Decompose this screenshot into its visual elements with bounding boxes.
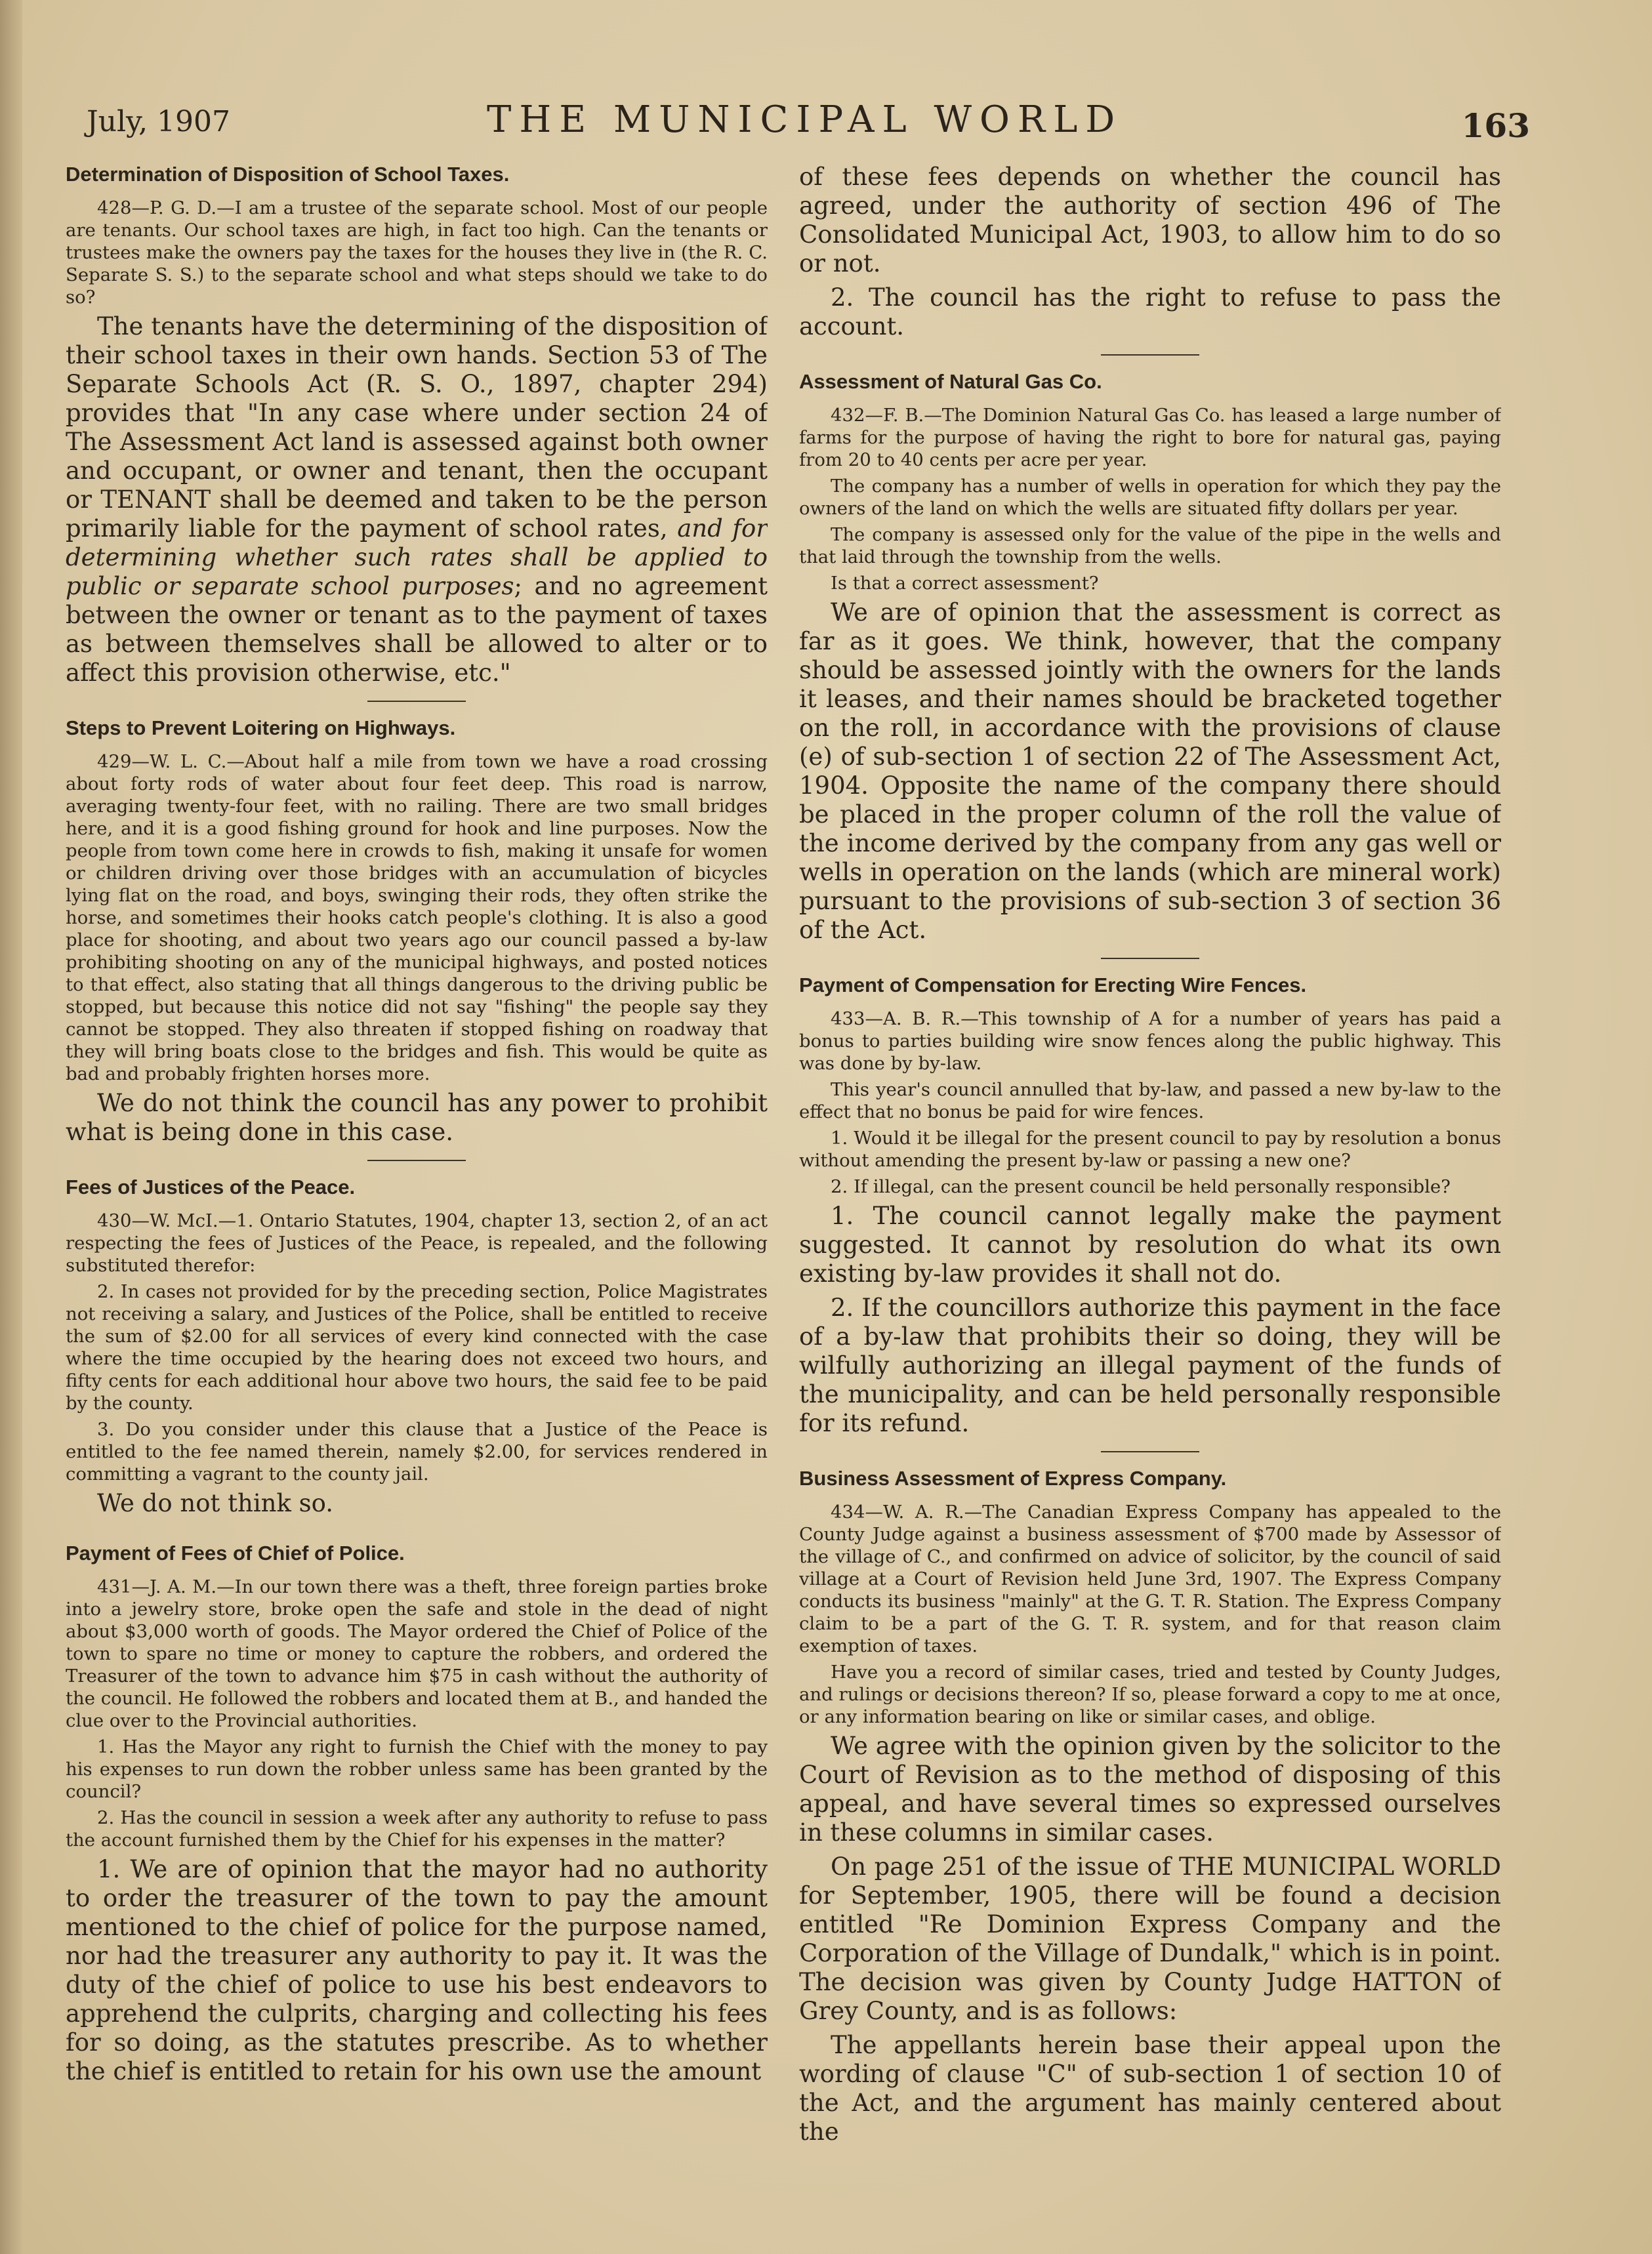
question-text: 1. Would it be illegal for the present council to pay by resolution a bonus without amending the present by-law or passing a new one?	[799, 1128, 1501, 1171]
article-heading: Payment of Compensation for Erecting Wire Fences.	[799, 973, 1307, 996]
article-430	[66, 1176, 768, 1518]
article-431	[66, 1542, 768, 2086]
section-divider	[1101, 958, 1199, 959]
question-text: 2. In cases not provided for by the preceding section, Police Magistrates not receiving a salary, and Justices of the Police, shall be entitled to receive the sum of $2.00 for all services of every kind connected with the case where the time occupied by the hearing does not exceed two hours, and fifty cents for each additional hour above two hours, the said fee to be paid by the county.	[66, 1281, 768, 1414]
question-text: 2. Has the council in session a week after any authority to refuse to pass the account furnished them by the Chief for his expenses in the matter?	[66, 1807, 768, 1851]
article-434	[799, 1467, 1501, 2146]
answer-text: We agree with the opinion given by the solicitor to the Court of Revision as to the method of disposing of this appeal, and have several times so expressed ourselves in these columns in similar cases.	[799, 1732, 1501, 1847]
question-text: 432—F. B.—The Dominion Natural Gas Co. has leased a large number of farms for the purpose of having the right to bore for natural gas, paying from 20 to 40 cents per acre per year.	[799, 405, 1501, 470]
article-429	[66, 716, 768, 1147]
article-428	[66, 163, 768, 687]
article-heading: Fees of Justices of the Peace.	[66, 1176, 356, 1199]
issue-date: July, 1907	[87, 105, 231, 138]
question-text: The company has a number of wells in operation for which they pay the owners of the land on which the wells are situated fifty dollars per year.	[799, 476, 1501, 519]
question-text: 2. If illegal, can the present council be held personally responsible?	[831, 1176, 1451, 1197]
answer-text	[66, 312, 768, 687]
question-text: 428—P. G. D.—I am a trustee of the separate school. Most of our people are tenants. Our school taxes are high, in fact too high. Can the tenants or trustees make the owners pay the taxes for the houses they live in (the R. C. Separate S. S.) to the separate school and what steps should we take to do so?	[66, 197, 768, 308]
question-text: Have you a record of similar cases, tried and tested by County Judges, and rulings or decisions thereon? If so, please forward a copy to me at once, or any information bearing on like or similar cases, and oblige.	[799, 1662, 1501, 1727]
question-text: 430—W. McI.—1. Ontario Statutes, 1904, chapter 13, section 2, of an act respecting the fees of Justices of the Peace, is repealed, and the following substituted therefor:	[66, 1210, 768, 1276]
article-433	[799, 973, 1501, 1438]
answer-text: We are of opinion that the assessment is correct as far as it goes. We think, however, that the company should be assessed jointly with the owners for the lands it leases, and their names should be bracketed together on the roll, in accordance with the provisions of clause (e) of sub-section 1 of section 22 of The Assessment Act, 1904. Opposite the name of the company there should be placed in the proper column of the roll the value of the income derived by the company from any gas well or wells in operation on the lands (which are mineral work) pursuant to the provisions of sub-section 3 of section 36 of the Act.	[799, 598, 1501, 944]
section-divider	[367, 1160, 466, 1161]
section-divider	[1101, 354, 1199, 356]
section-divider	[367, 701, 466, 702]
article-heading: Assessment of Natural Gas Co.	[799, 370, 1102, 393]
answer-italic: and for determining whether such rates shall be applied to public or separate school purposes	[66, 514, 768, 600]
page-header	[87, 98, 1530, 151]
article-heading: Business Assessment of Express Company.	[799, 1467, 1227, 1490]
question-text: 433—A. B. R.—This township of A for a number of years has paid a bonus to parties building wire snow fences along the public highway. This was done by by-law.	[799, 1008, 1501, 1074]
question-text: 434—W. A. R.—The Canadian Express Company has appealed to the County Judge against a business assessment of $700 made by Assessor of the village of C., and confirmed on advice of solicitor, by the council of said village at a Court of Revision held June 3rd, 1907. The Express Company conducts its business "mainly" at the G. T. R. Station. The Express Company claim to be a part of the G. T. R. system, and for that reason claim exemption of taxes.	[799, 1502, 1501, 1656]
answer-text: We do not think so.	[97, 1489, 334, 1517]
article-heading: Determination of Disposition of School Taxes.	[66, 163, 510, 186]
continued-text: of these fees depends on whether the council has agreed, under the authority of section 496 of The Consolidated Municipal Act, 1903, to allow him to do so or not.	[799, 163, 1501, 277]
question-text: The company is assessed only for the value of the pipe in the wells and that laid through the township from the wells.	[799, 524, 1501, 567]
answer-text: 1. We are of opinion that the mayor had no authority to order the treasurer of the town to pay the amount mentioned to the chief of police for the purpose named, nor had the treasurer any authority to pay it. It was the duty of the chief of police to use his best endeavors to apprehend the culprits, charging and collecting his fees for so doing, as the statutes prescribe. As to whether the chief is entitled to retain for his own use the amount	[66, 1855, 768, 2085]
answer-text: 2. If the councillors authorize this payment in the face of a by-law that prohibits their so doing, they will be wilfully authorizing an illegal payment of the funds of the municipality, and can be held personally responsible for its refund.	[799, 1294, 1501, 1437]
continued-text: 2. The council has the right to refuse to pass the account.	[799, 283, 1501, 340]
question-text: 429—W. L. C.—About half a mile from town we have a road crossing about forty rods of water about four feet deep. This road is narrow, averaging twenty-four feet, with no railing. There are two small bridges here, and it is a good fishing ground for hook and line purposes. Now the people from town come here in crowds to fish, making it unsafe for women or children driving over those bridges with an accumulation of bicycles lying flat on the road, and boys, swinging their rods, they often strike the horse, and sometimes their hooks catch people's clothing. It is also a good place for shooting, and about two years ago our council passed a by-law prohibiting shooting on any of the municipal highways, and posted notices to that effect, also stating that all things dangerous to the driving public be stopped, but because this notice did not say "fishing" the people say they cannot be stopped. They also threaten if stopped fishing on roadway that they will bring boats close to the bridges and fish. This would be quite as bad and probably frighten horses more.	[66, 751, 768, 1084]
publication-title: THE MUNICIPAL WORLD	[487, 98, 1123, 141]
answer-text: We do not think the council has any power to prohibit what is being done in this case.	[66, 1089, 768, 1146]
answer-text: The appellants herein base their appeal upon the wording of clause "C" of sub-section 1 of section 10 of the Act, and the argument has mainly centered about the	[799, 2031, 1501, 2146]
answer-text: On page 251 of the issue of THE MUNICIPAL WORLD for September, 1905, there will be found a decision entitled "Re Dominion Express Company and the Corporation of the Village of Dundalk," which is in point. The decision was given by County Judge HATTON of Grey County, and is as follows:	[799, 1853, 1501, 2025]
question-text: 1. Has the Mayor any right to furnish the Chief with the money to pay his expenses to run down the robber unless same has been granted by the council?	[66, 1736, 768, 1802]
section-divider	[1101, 1451, 1199, 1452]
answer-text: 1. The council cannot legally make the payment suggested. It cannot by resolution do what its own existing by-law provides it shall not do.	[799, 1202, 1501, 1288]
question-text: 3. Do you consider under this clause that a Justice of the Peace is entitled to the fee named therein, namely $2.00, for services rendered in committing a vagrant to the county jail.	[66, 1419, 768, 1485]
left-column	[66, 163, 768, 2229]
page-edge	[0, 0, 22, 2254]
article-heading: Payment of Fees of Chief of Police.	[66, 1542, 405, 1565]
question-text: 431—J. A. M.—In our town there was a theft, three foreign parties broke into a jewelry store, broke open the safe and stole in the dead of night about $3,000 worth of goods. The Mayor ordered the Chief of Police of the town to spare no time or money to capture the robbers, and ordered the Treasurer of the town to advance him $75 in cash without the authority of the council. He followed the robbers and located them at B., and handed the clue over to the Provincial authorities.	[66, 1576, 768, 1731]
article-heading: Steps to Prevent Loitering on Highways.	[66, 716, 456, 739]
article-432	[799, 370, 1501, 945]
right-column	[799, 163, 1501, 2229]
answer-part: The tenants have the determining of the disposition of their school taxes in their own hands. Section 53 of The Separate Schools Act (R. S. O., 1897, chapter 294) provides that "In any case where under section 24 of The Assessment Act land is assessed against both owner and occupant, or owner and tenant, then the occupant or TENANT shall be deemed and taken to be the person primarily liable for the payment of school rates,	[66, 312, 768, 543]
answer-part: ; and no agreement between the owner or tenant as to the payment of taxes as between themselves shall be allowed to alter or to affect this provision otherwise, etc."	[66, 572, 768, 687]
page-number: 163	[1461, 106, 1530, 145]
question-text: Is that a correct assessment?	[831, 573, 1099, 594]
question-text: This year's council annulled that by-law, and passed a new by-law to the effect that no bonus be paid for wire fences.	[799, 1079, 1501, 1122]
